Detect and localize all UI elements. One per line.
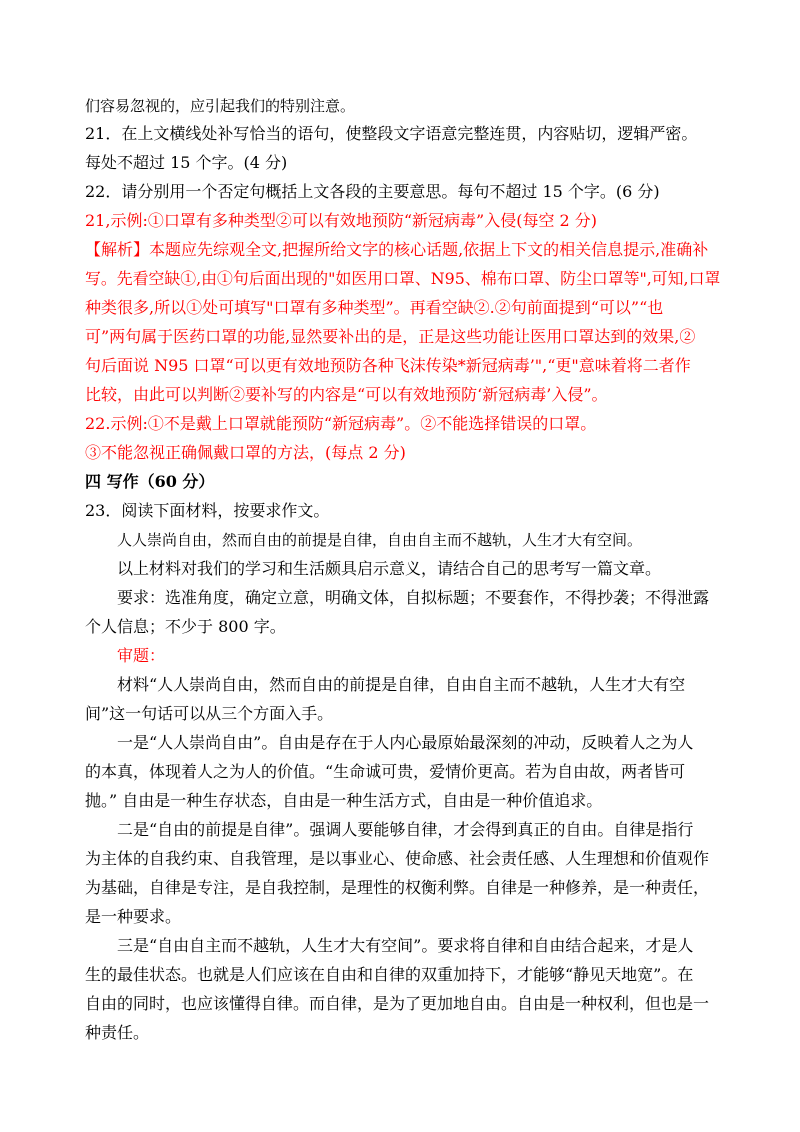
body-line: 间”这一句话可以从三个方面入手。 bbox=[85, 704, 334, 723]
body-line: 抛。” 自由是一种生存状态，自由是一种生活方式，自由是一种价值追求。 bbox=[85, 791, 603, 810]
analysis-line: 写。先看空缺①,由①句后面出现的"如医用口罩、N95、棉布口罩、防尘口罩等",可知,口罩 bbox=[85, 269, 721, 288]
question-22: 22．请分别用一个否定句概括上文各段的主要意思。每句不超过 15 个字。(6 分) bbox=[85, 182, 660, 201]
text-line: 以上材料对我们的学习和生活颇具启示意义，请结合自己的思考写一篇文章。 bbox=[117, 559, 662, 578]
analysis-line: 种类很多,所以①处可填写"口罩有多种类型”。再看空缺②.②句前面提到“可以”“也 bbox=[85, 298, 664, 317]
body-line: 的本真，体现着人之为人的价值。“生命诚可贵，爱情价更高。若为自由故，两者皆可 bbox=[85, 762, 686, 781]
body-line: 二是“自由的前提是自律”。强调人要能够自律，才会得到真正的自由。自律是指行 bbox=[117, 820, 694, 839]
body-line: 生的最佳状态。也就是人们应该在自由和自律的双重加持下，才能够“静见天地宽”。在 bbox=[85, 965, 694, 984]
review-label: 审题： bbox=[117, 646, 166, 665]
question-21: 21．在上文横线处补写恰当的语句，使整段文字语意完整连贯，内容贴切，逻辑严密。 bbox=[85, 124, 698, 143]
body-line: 自由的同时，也应该懂得自律。而自律，是为了更加地自由。自由是一种权利，但也是一 bbox=[85, 994, 710, 1013]
section-heading: 四 写作（60 分） bbox=[85, 472, 215, 491]
analysis-line: 可”两句属于医药口罩的功能,显然要补出的是，正是这些功能让医用口罩达到的效果,② bbox=[85, 327, 696, 346]
body-line: 一是“人人崇尚自由”。自由是存在于人内心最原始最深刻的冲动，反映着人之为人 bbox=[117, 733, 694, 752]
answer-21: 21,示例:①口罩有多种类型②可以有效地预防“新冠病毒”入侵(每空 2 分) bbox=[85, 211, 598, 230]
analysis-line: 【解析】本题应先综观全文,把握所给文字的核心话题,依据上下文的相关信息提示,准确补 bbox=[85, 240, 709, 259]
body-line: 三是“自由自主而不越轨，人生才大有空间”。要求将自律和自由结合起来，才是人 bbox=[117, 936, 694, 955]
answer-22: 22.示例:①不是戴上口罩就能预防“新冠病毒”。②不能选择错误的口罩。 bbox=[85, 414, 597, 433]
requirements-line: 要求：选准角度，确定立意，明确文体，自拟标题；不要套作，不得抄袭；不得泄露 bbox=[117, 588, 710, 607]
analysis-line: 句后面说 N95 口罩“可以更有效地预防各种飞沫传染*新冠病毒’",“更"意味着将二者作 bbox=[85, 356, 691, 375]
material-quote: 人人崇尚自由，然而自由的前提是自律，自由自主而不越轨，人生才大有空间。 bbox=[117, 531, 643, 549]
requirements-line: 个人信息；不少于 800 字。 bbox=[85, 617, 286, 636]
body-line: 是一种要求。 bbox=[85, 907, 182, 926]
question-23: 23．阅读下面材料，按要求作文。 bbox=[85, 501, 330, 520]
body-line: 为主体的自我约束、自我管理，是以事业心、使命感、社会责任感、人生理想和价值观作 bbox=[85, 849, 710, 868]
analysis-line: 比较，由此可以判断②要补写的内容是“可以有效地预防‘新冠病毒’入侵”。 bbox=[85, 385, 608, 404]
answer-22: ③不能忽视正确佩戴口罩的方法，(每点 2 分) bbox=[85, 443, 406, 462]
text-line: 每处不超过 15 个字。(4 分) bbox=[85, 153, 288, 172]
body-line: 种责任。 bbox=[85, 1023, 150, 1042]
body-line: 为基础，自律是专注，是自我控制，是理性的权衡利弊。自律是一种修养，是一种责任， bbox=[85, 878, 710, 897]
text-line: 们容易忽视的，应引起我们的特别注意。 bbox=[85, 97, 356, 115]
body-line: 材料“人人崇尚自由，然而自由的前提是自律，自由自主而不越轨，人生才大有空 bbox=[117, 675, 686, 694]
